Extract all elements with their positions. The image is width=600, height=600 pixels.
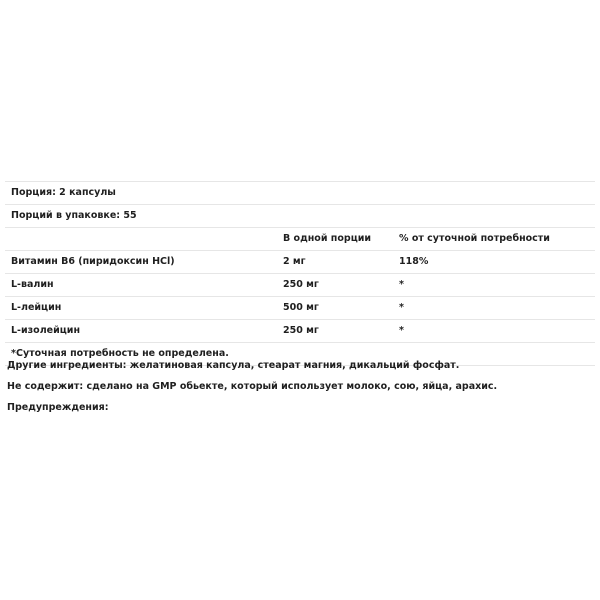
- column-header-daily-value: % от суточной потребности: [393, 228, 595, 251]
- servings-per-container: Порций в упаковке: 55: [5, 205, 595, 228]
- ingredient-daily-value: *: [393, 320, 595, 343]
- table-row: [5, 274, 595, 297]
- allergen-notice-text: Не содержит: сделано на GMP обьекте, который использует молоко, сою, яйца, арахис.: [7, 381, 498, 392]
- ingredient-name: L-изолейцин: [5, 320, 277, 343]
- column-header-amount: В одной порции: [277, 228, 393, 251]
- ingredient-amount: 500 мг: [277, 297, 393, 320]
- ingredient-amount: 250 мг: [277, 320, 393, 343]
- table-row: [5, 320, 595, 343]
- table-row: [5, 297, 595, 320]
- product-notes: [7, 360, 593, 423]
- ingredient-daily-value: *: [393, 274, 595, 297]
- serving-size: Порция: 2 капсулы: [5, 182, 595, 205]
- header-spacer: [5, 228, 277, 251]
- ingredient-daily-value: 118%: [393, 251, 595, 274]
- serving-size-row: [5, 182, 595, 205]
- servings-per-container-row: [5, 205, 595, 228]
- ingredient-daily-value: *: [393, 297, 595, 320]
- daily-value-footnote: *Суточная потребность не определена.: [5, 343, 595, 366]
- ingredient-amount: 2 мг: [277, 251, 393, 274]
- table-header-row: [5, 228, 595, 251]
- ingredient-name: Витамин B6 (пиридоксин HCl): [5, 251, 277, 274]
- ingredient-name: L-лейцин: [5, 297, 277, 320]
- ingredient-name: L-валин: [5, 274, 277, 297]
- warnings-heading: Предупреждения:: [7, 402, 109, 413]
- ingredient-amount: 250 мг: [277, 274, 393, 297]
- other-ingredients-text: Другие ингредиенты: желатиновая капсула, стеарат магния, дикальций фосфат.: [7, 360, 460, 371]
- supplement-facts-table: [5, 181, 595, 366]
- table-row: [5, 251, 595, 274]
